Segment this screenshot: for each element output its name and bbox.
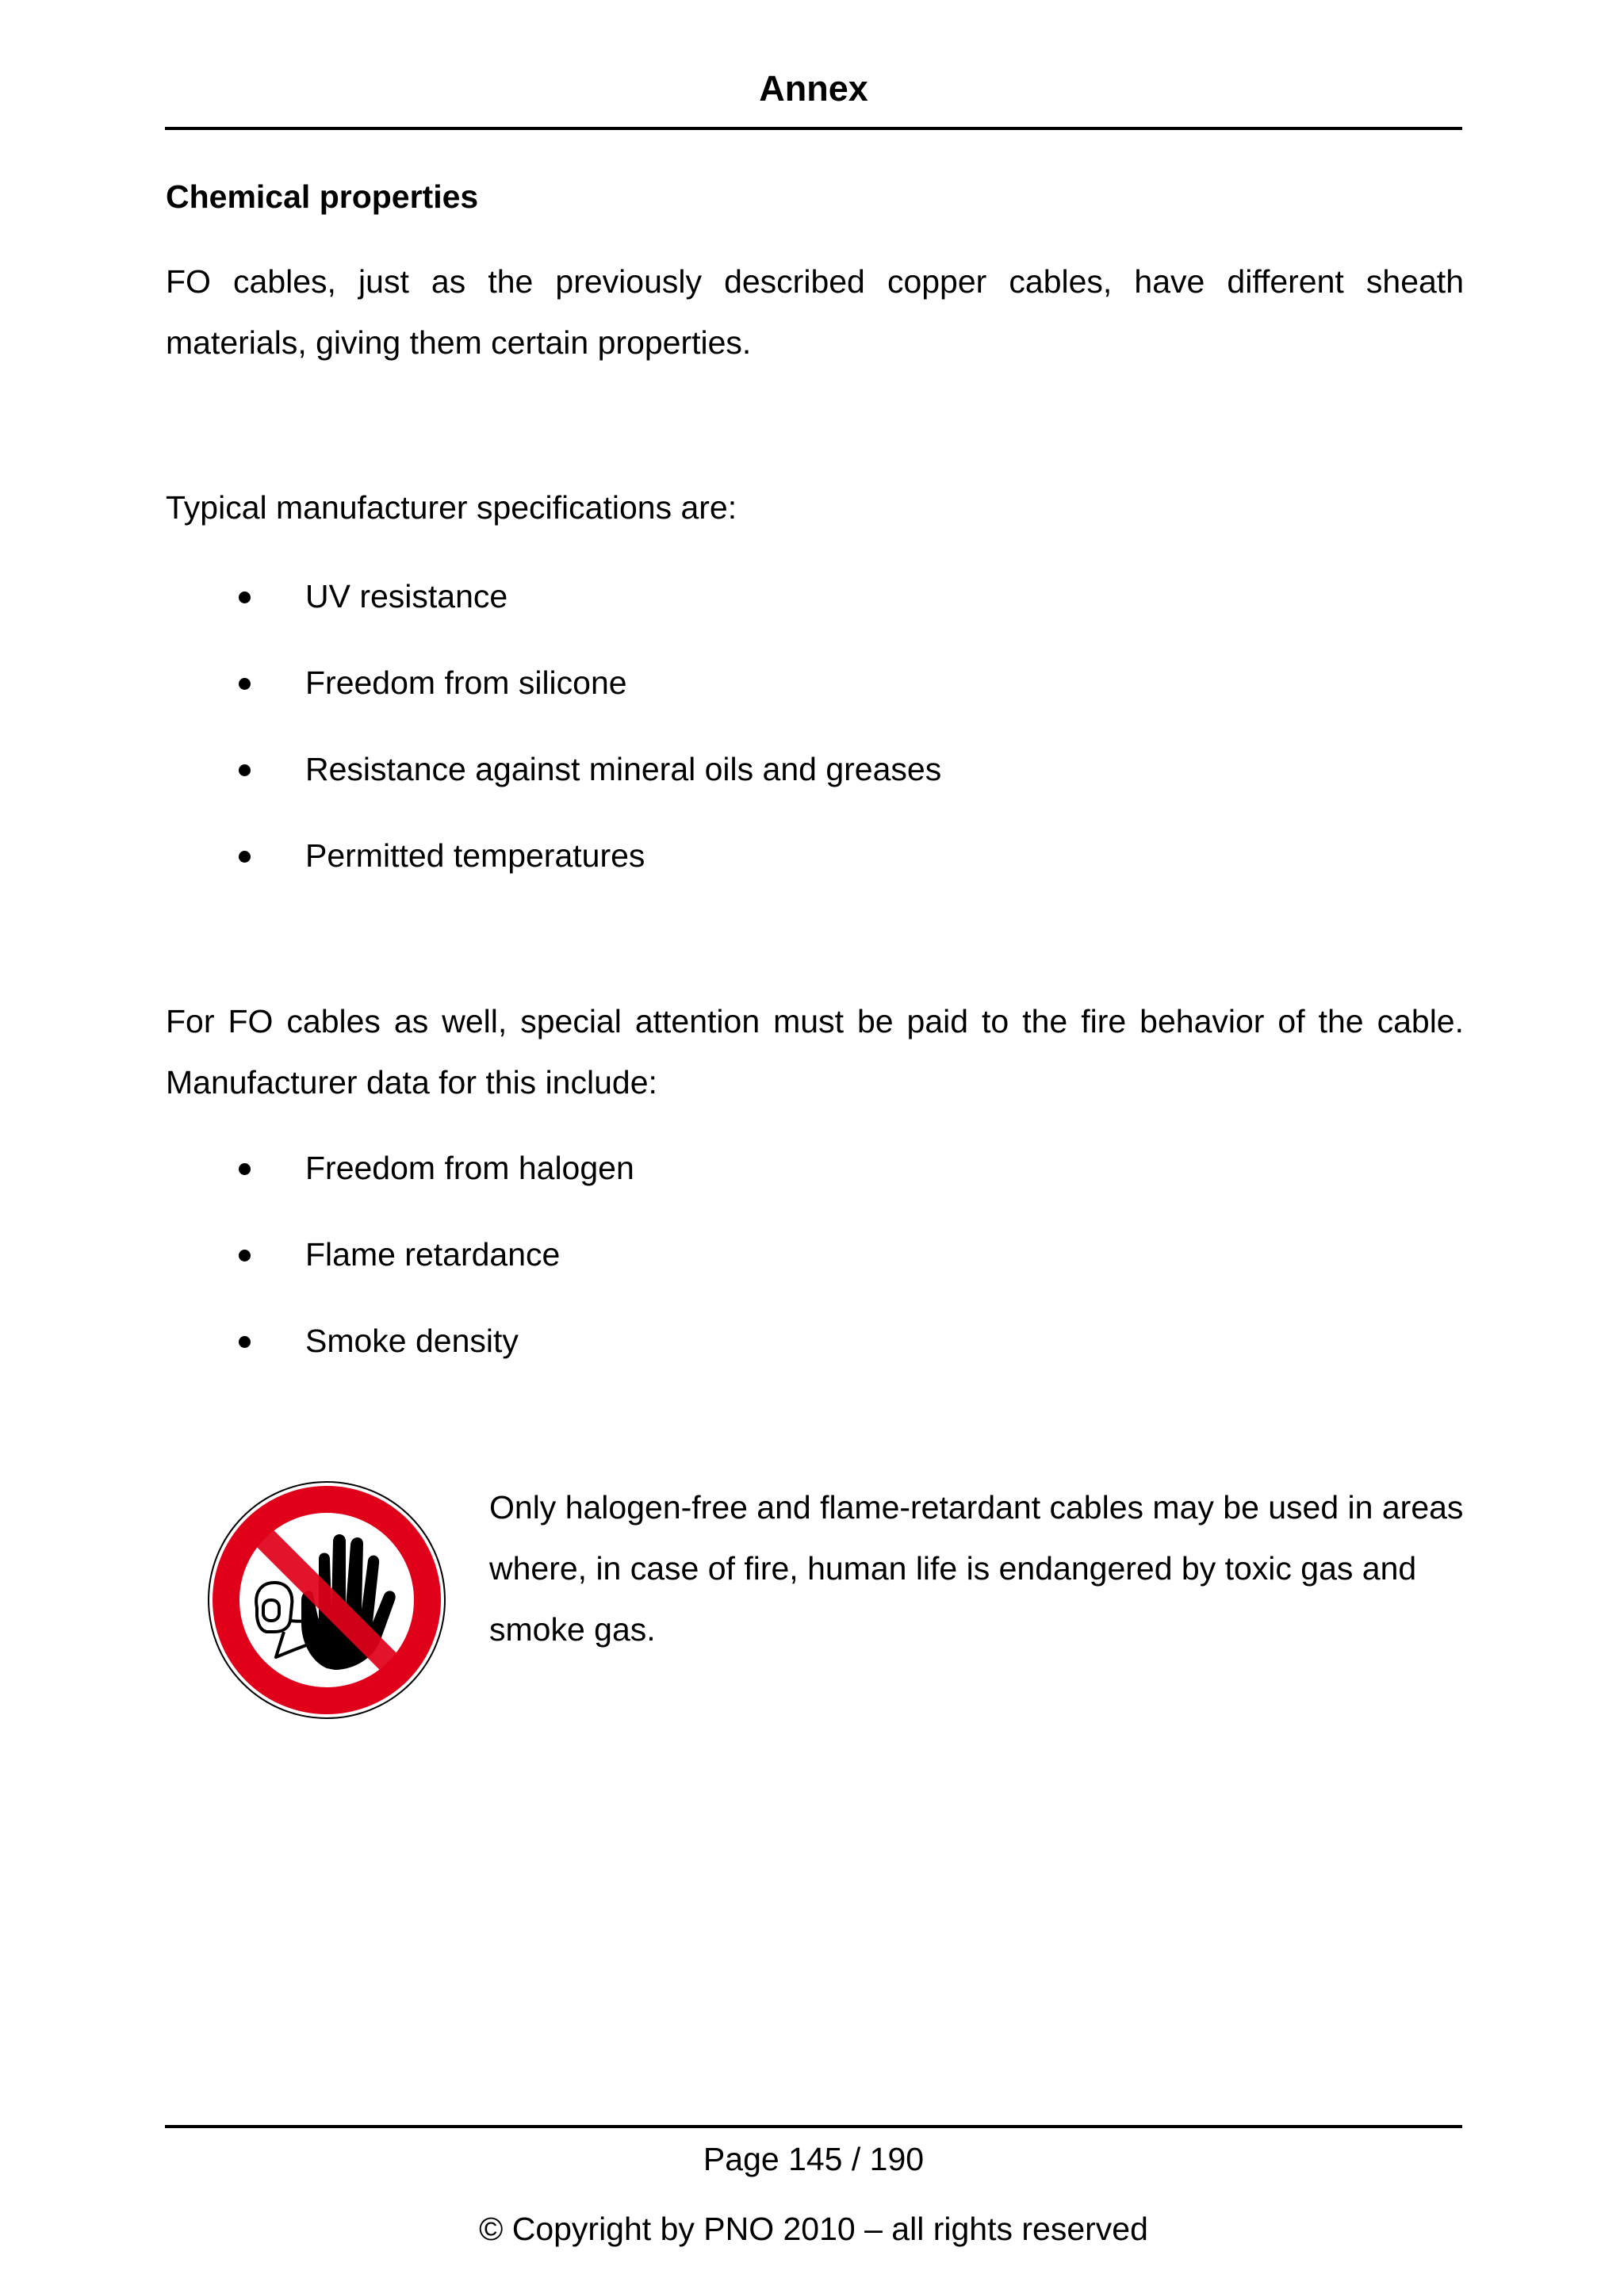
fire-data-list — [166, 1138, 1434, 1397]
page-header-title: Annex — [759, 68, 868, 109]
spec-intro-paragraph: Typical manufacturer specifications are: — [166, 489, 737, 526]
bullet-icon — [239, 678, 251, 690]
list-item — [166, 653, 1434, 739]
list-item-text: Flame retardance — [305, 1236, 561, 1273]
list-item-text: Freedom from silicone — [305, 664, 627, 701]
page-number: Page 145 / 190 — [703, 2141, 925, 2177]
list-item-text: Smoke density — [305, 1323, 519, 1359]
bullet-icon — [239, 1163, 251, 1175]
intro-paragraph: FO cables, just as the previously described copper cables, have different sheath materials, giving them certain properties. — [166, 263, 1464, 361]
footer-divider — [165, 2125, 1462, 2128]
list-item-text: UV resistance — [305, 578, 508, 614]
spec-list — [166, 566, 1434, 912]
list-item-text: Resistance against mineral oils and greases — [305, 751, 942, 787]
list-item — [166, 739, 1434, 825]
bullet-icon — [239, 851, 251, 863]
fire-behavior-paragraph: For FO cables as well, special attention must be paid to the fire behavior of the cable. Manufacturer data for this include: — [166, 1003, 1464, 1101]
section-heading: Chemical properties — [166, 178, 479, 215]
bullet-icon — [239, 764, 251, 776]
prohibition-stop-hand-icon — [208, 1481, 446, 1719]
list-item — [166, 1138, 1434, 1224]
list-item-text: Permitted temperatures — [305, 837, 645, 874]
list-item-text: Freedom from halogen — [305, 1150, 634, 1186]
bullet-icon — [239, 1250, 251, 1262]
list-item — [166, 1224, 1434, 1311]
bullet-icon — [239, 1336, 251, 1348]
list-item — [166, 566, 1434, 653]
copyright-notice: © Copyright by PNO 2010 – all rights reserved — [479, 2211, 1148, 2247]
bullet-icon — [239, 592, 251, 603]
list-item — [166, 1311, 1434, 1397]
list-item — [166, 825, 1434, 912]
header-divider — [165, 127, 1462, 130]
warning-text: Only halogen-free and flame-retardant cables may be used in areas where, in case of fire, human life is endangered by toxic gas and smoke gas. — [489, 1489, 1464, 1648]
